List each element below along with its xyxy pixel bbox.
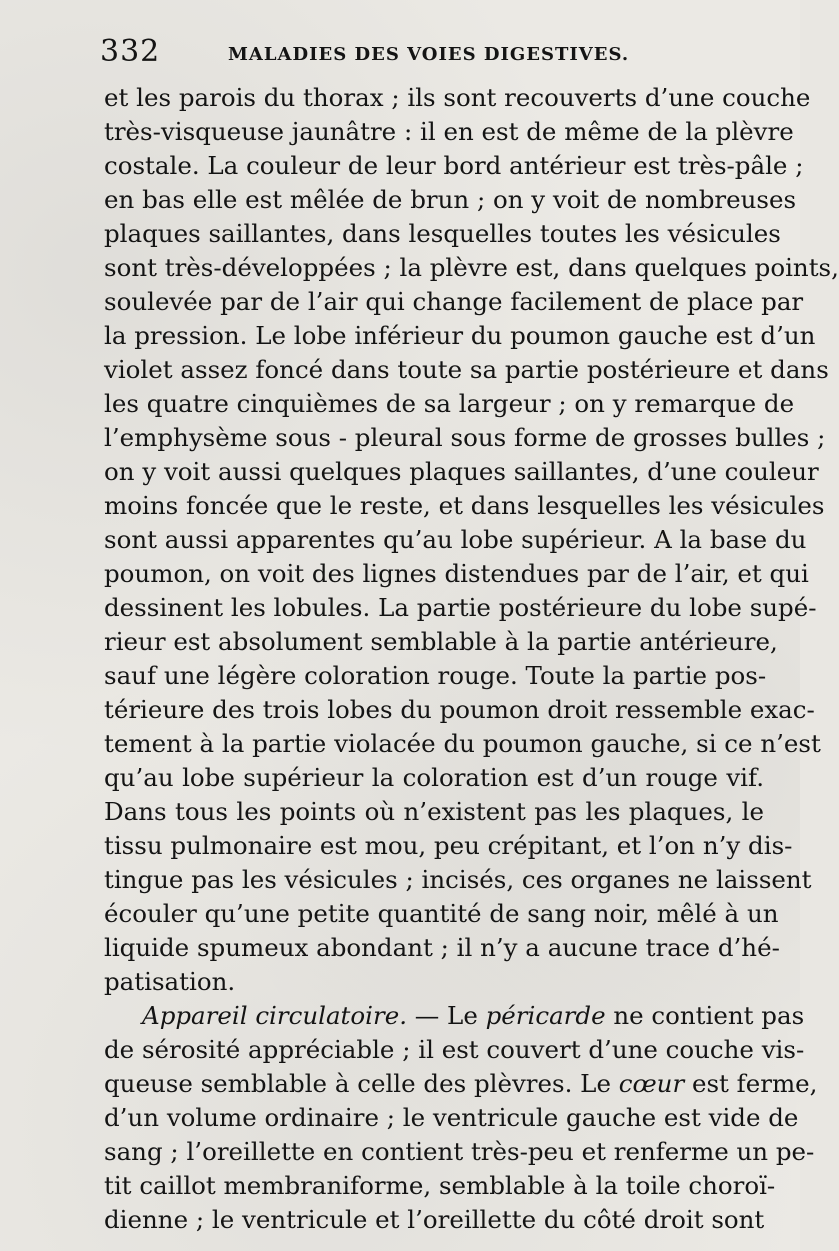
text-line: sont aussi apparentes qu’au lobe supérieur. A la base du [104, 525, 807, 554]
text-line: soulevée par de l’air qui change facilement de place par [104, 287, 804, 316]
paragraph-2 [104, 999, 818, 1237]
text-line: et les parois du thorax ; ils sont recouverts d’une couche [104, 83, 811, 112]
text-line: en bas elle est mêlée de brun ; on y voit de nombreuses [104, 185, 797, 214]
body-text [104, 81, 839, 1237]
text-line: sont très-développées ; la plèvre est, dans quelques points, [104, 253, 839, 282]
italic-term: péricarde [485, 1001, 606, 1030]
text-line: qu’au lobe supérieur la coloration est d’un rouge vif. [104, 763, 764, 792]
text-line: dessinent les lobules. La partie postérieure du lobe supé- [104, 593, 817, 622]
italic-term: cœur [618, 1069, 685, 1098]
text-fragment: — Le [406, 1001, 486, 1030]
text-line [104, 1067, 818, 1101]
text-line: tit caillot membraniforme, semblable à la toile choroï- [104, 1171, 776, 1200]
text-line: d’un volume ordinaire ; le ventricule gauche est vide de [104, 1103, 799, 1132]
text-line: térieure des trois lobes du poumon droit ressemble exac- [104, 695, 815, 724]
text-line: violet assez foncé dans toute sa partie postérieure et dans [104, 355, 829, 384]
text-line: sang ; l’oreillette en contient très-peu et renferme un pe- [104, 1137, 815, 1166]
text-line: les quatre cinquièmes de sa largeur ; on y remarque de [104, 389, 795, 418]
page-header [100, 34, 740, 74]
text-line: rieur est absolument semblable à la partie antérieure, [104, 627, 778, 656]
text-line: liquide spumeux abondant ; il n’y a aucune trace d’hé- [104, 933, 780, 962]
running-title: MALADIES DES VOIES DIGESTIVES. [228, 44, 630, 65]
text-line: poumon, on voit des lignes distendues par de l’air, et qui [104, 559, 809, 588]
section-heading-line [104, 999, 805, 1033]
text-line: patisation. [104, 967, 236, 996]
text-line: de sérosité appréciable ; il est couvert d’une couche vis- [104, 1035, 805, 1064]
text-line: moins foncée que le reste, et dans lesquelles les vésicules [104, 491, 825, 520]
text-line: on y voit aussi quelques plaques saillantes, d’une couleur [104, 457, 819, 486]
text-line: tingue pas les vésicules ; incisés, ces organes ne laissent [104, 865, 812, 894]
text-fragment: ne contient pas [605, 1001, 805, 1030]
paragraph-1 [104, 81, 839, 999]
text-line: très-visqueuse jaunâtre : il en est de même de la plèvre [104, 117, 794, 146]
text-line: Dans tous les points où n’existent pas les plaques, le [104, 797, 764, 826]
text-line: plaques saillantes, dans lesquelles toutes les vésicules [104, 219, 781, 248]
text-fragment: est ferme, [684, 1069, 818, 1098]
text-line: écouler qu’une petite quantité de sang noir, mêlé à un [104, 899, 779, 928]
text-line: l’emphysème sous - pleural sous forme de grosses bulles ; [104, 423, 826, 452]
text-line: dienne ; le ventricule et l’oreillette du côté droit sont [104, 1205, 765, 1234]
text-line: la pression. Le lobe inférieur du poumon gauche est d’un [104, 321, 816, 350]
text-fragment: queuse semblable à celle des plèvres. Le [104, 1069, 619, 1098]
text-line: tissu pulmonaire est mou, peu crépitant, et l’on n’y dis- [104, 831, 793, 860]
text-line: tement à la partie violacée du poumon gauche, si ce n’est [104, 729, 821, 758]
text-line: sauf une légère coloration rouge. Toute la partie pos- [104, 661, 767, 690]
page-number: 332 [100, 34, 161, 69]
section-heading: Appareil circulatoire. [142, 1001, 407, 1030]
text-line: costale. La couleur de leur bord antérieur est très-pâle ; [104, 151, 804, 180]
